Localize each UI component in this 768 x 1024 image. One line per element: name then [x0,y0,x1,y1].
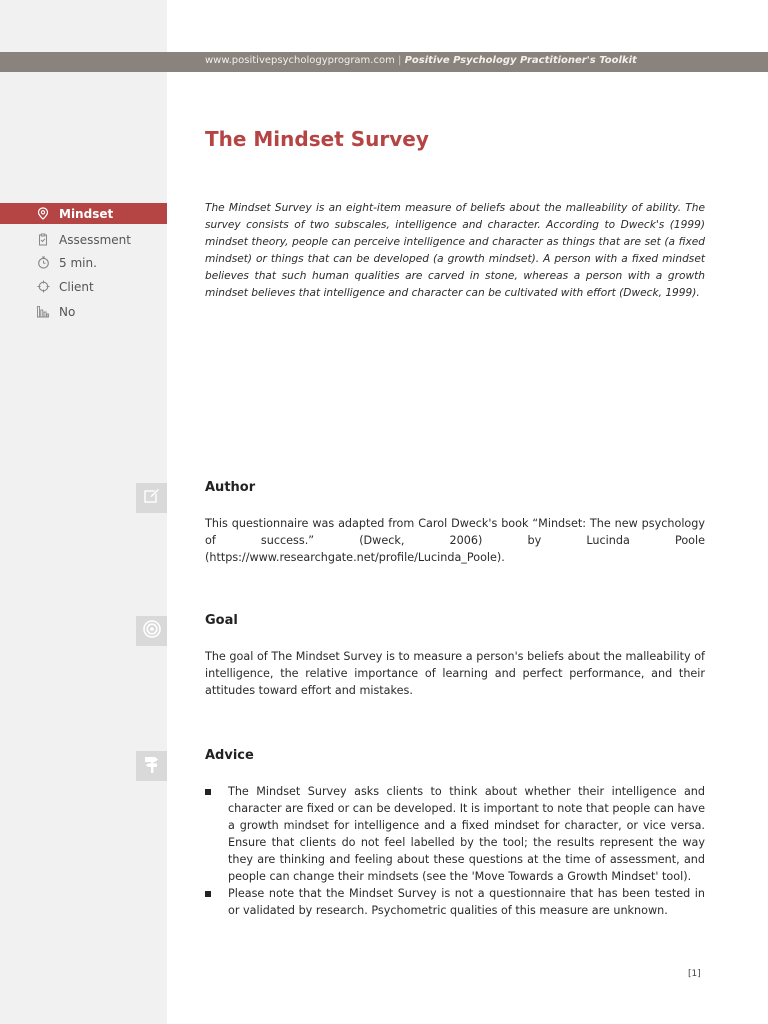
list-item [205,783,705,885]
author-body: This questionnaire was adapted from Carol Dweck's book “Mindset: The new psychology of success.” (Dweck, 2006) by Lucinda Poole (https://www.researchgate.net/profile/Lucinda_Poole). [205,517,705,564]
stopwatch-icon [36,256,50,270]
goal-icon-box [136,616,167,646]
bullet-marker [205,891,211,897]
author-heading: Author [205,480,256,495]
sidebar-item-label: 5 min. [59,255,97,270]
author-icon-box [136,483,167,513]
goal-body: The goal of The Mindset Survey is to measure a person's beliefs about the malleability of intelligence, the relative importance of learning and perfect performance, and their attitudes toward effort and mistakes. [205,650,705,697]
crosshair-icon [36,280,50,294]
goal-heading: Goal [205,613,238,628]
sidebar-item-label: Mindset [59,206,114,221]
bullet-marker [205,789,211,795]
sidebar-item-label: No [59,304,76,319]
sidebar-item-assessment[interactable] [0,229,167,250]
signpost-icon [142,754,162,778]
header-separator: | [398,55,402,66]
intro-paragraph: The Mindset Survey is an eight-item measure of beliefs about the malleability of ability. The survey consists of two subscales, intelligence and character. According to Dweck's (1999) mindset theory, people can perceive intelligence and character as things that are set (a fixed mindset) or things that can be developed (a growth mindset). A person with a fixed mindset believes that such human qualities are carved in stone, whereas a person with a growth mindset believes that intelligence and character can be cultivated with effort (Dweck, 1999). [205,202,705,299]
advice-text: Please note that the Mindset Survey is not a questionnaire that has been tested in or validated by research. Psychometric qualities of this measure are unknown. [228,887,705,917]
bar-chart-icon [36,305,50,319]
sidebar-item-label: Client [59,279,94,294]
advice-heading: Advice [205,748,254,763]
sidebar-item-mindset[interactable] [0,203,167,224]
advice-icon-box [136,751,167,781]
toolkit-name: Positive Psychology Practitioner's Toolkit [404,55,637,66]
location-pin-icon [36,207,50,221]
clipboard-icon [36,233,50,247]
page-number: [1] [688,969,701,979]
advice-text: The Mindset Survey asks clients to think about whether their intelligence and character are fixed or can be developed. It is important to note that people can have a growth mindset for intelligence and a fixed mindset for character, or vice versa. Ensure that clients do not feel labelled by the tool; the results represent the way they are thinking and feeling about these questions at the time of assessment, and people can change their mindsets (see the 'Move Towards a Growth Mindset' tool). [228,785,705,883]
pencil-icon [143,487,161,509]
sidebar-item-research[interactable] [0,301,167,322]
advice-list [205,783,705,919]
list-item [205,885,705,919]
target-icon [142,619,162,643]
sidebar-item-client[interactable] [0,276,167,297]
header-text [205,55,637,66]
sidebar-item-label: Assessment [59,232,131,247]
page-title: The Mindset Survey [205,127,429,151]
site-url[interactable]: www.positivepsychologyprogram.com [205,55,395,66]
sidebar-item-duration[interactable] [0,252,167,273]
